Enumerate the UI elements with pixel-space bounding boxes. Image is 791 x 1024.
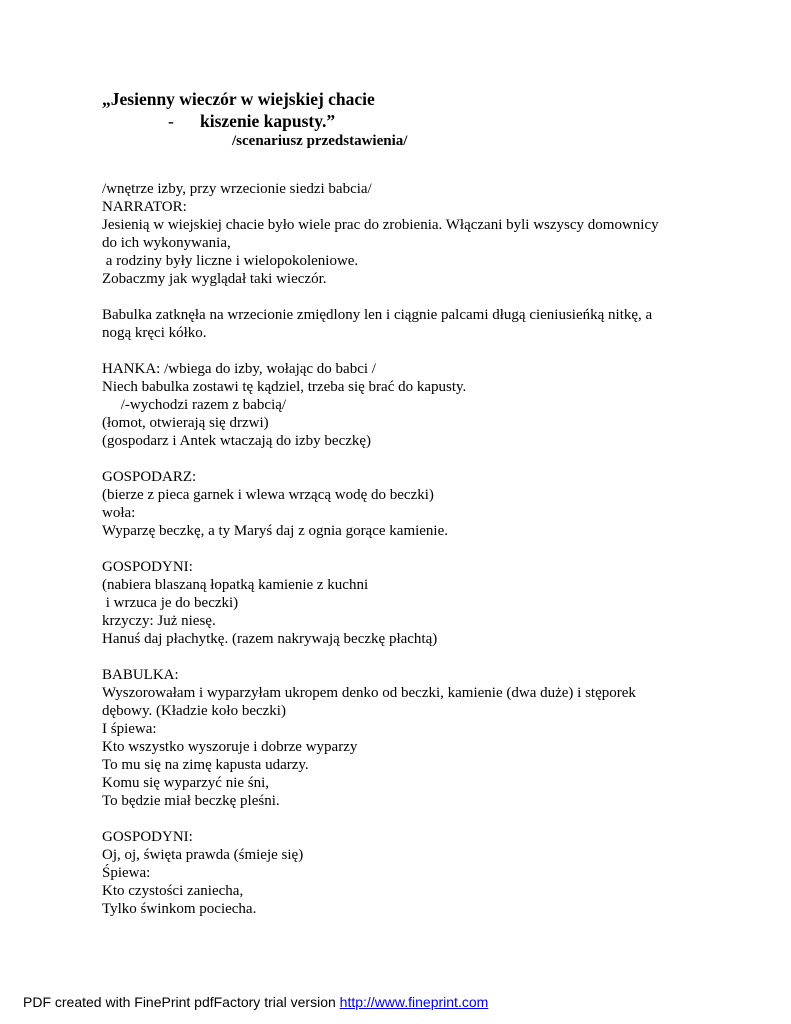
footer-text: PDF created with FinePrint pdfFactory trial version <box>23 994 340 1010</box>
pdf-footer <box>23 994 488 1010</box>
blank-line <box>102 342 752 360</box>
body-line: BABULKA: <box>102 667 179 683</box>
blank-line <box>102 648 752 666</box>
blank-line <box>102 540 752 558</box>
body-line: To mu się na zimę kapusta udarzy. <box>102 757 309 773</box>
body-line: /-wychodzi razem z babcią/ <box>102 397 287 413</box>
body-line: Komu się wyparzyć nie śni, <box>102 775 270 791</box>
body-line: (nabiera blaszaną łopatką kamienie z kuchni <box>102 577 369 593</box>
body-line: Hanuś daj płachytkę. (razem nakrywają beczkę płachtą) <box>102 631 438 647</box>
body-line: GOSPODYNI: <box>102 829 193 845</box>
body-line: i wrzuca je do beczki) <box>102 595 239 611</box>
body-line: Kto wszystko wyszoruje i dobrze wyparzy <box>102 739 358 755</box>
body-line: Zobaczmy jak wyglądał taki wieczór. <box>102 271 327 287</box>
title-line2-text: kiszenie kapusty.” <box>200 111 336 131</box>
blank-line <box>102 450 752 468</box>
body-line: To będzie miał beczkę pleśni. <box>102 793 280 809</box>
body-line: NARRATOR: <box>102 199 187 215</box>
body-line: Kto czystości zaniecha, <box>102 883 244 899</box>
body-line: Jesienią w wiejskiej chacie było wiele prac do zrobienia. Włączani byli wszyscy domownicy <box>102 217 659 233</box>
document-title-line2 <box>168 110 752 132</box>
body-line: HANKA: /wbiega do izby, wołając do babci / <box>102 361 376 377</box>
body-line: Wyparzę beczkę, a ty Maryś daj z ognia gorące kamienie. <box>102 523 449 539</box>
body-line: Wyszorowałam i wyparzyłam ukropem denko od beczki, kamienie (dwa duże) i stęporek <box>102 685 636 701</box>
body-line: /wnętrze izby, przy wrzecionie siedzi babcia/ <box>102 181 372 197</box>
body-line: (gospodarz i Antek wtaczają do izby beczkę) <box>102 433 372 449</box>
body-line: GOSPODYNI: <box>102 559 193 575</box>
footer-link[interactable]: http://www.fineprint.com <box>339 994 489 1010</box>
body-line: (łomot, otwierają się drzwi) <box>102 415 269 431</box>
blank-line <box>102 810 752 828</box>
body-line: GOSPODARZ: <box>102 469 197 485</box>
body-line: do ich wykonywania, <box>102 235 231 251</box>
body-line: Babulka zatknęła na wrzecionie zmiędlony len i ciągnie palcami długą cieniusieńką nitkę, a <box>102 307 653 323</box>
body-line: Śpiewa: <box>102 865 151 881</box>
body-line: krzyczy: Już niesę. <box>102 613 216 629</box>
document-title: „Jesienny wieczór w wiejskiej chacie <box>102 89 375 109</box>
body-line: Oj, oj, święta prawda (śmieje się) <box>102 847 304 863</box>
document-page <box>102 88 752 918</box>
body-line: (bierze z pieca garnek i wlewa wrzącą wodę do beczki) <box>102 487 434 503</box>
body-line: a rodziny były liczne i wielopokoleniowe. <box>102 253 359 269</box>
body-line: I śpiewa: <box>102 721 157 737</box>
document-body <box>102 180 752 918</box>
body-line: dębowy. (Kładzie koło beczki) <box>102 703 286 719</box>
body-line: Tylko świnkom pociecha. <box>102 901 257 917</box>
title-dash: - <box>168 111 174 131</box>
body-line: Niech babulka zostawi tę kądziel, trzeba się brać do kapusty. <box>102 379 467 395</box>
body-line: woła: <box>102 505 136 521</box>
body-line: nogą kręci kółko. <box>102 325 207 341</box>
blank-line <box>102 288 752 306</box>
document-subtitle: /scenariusz przedstawienia/ <box>232 133 408 149</box>
